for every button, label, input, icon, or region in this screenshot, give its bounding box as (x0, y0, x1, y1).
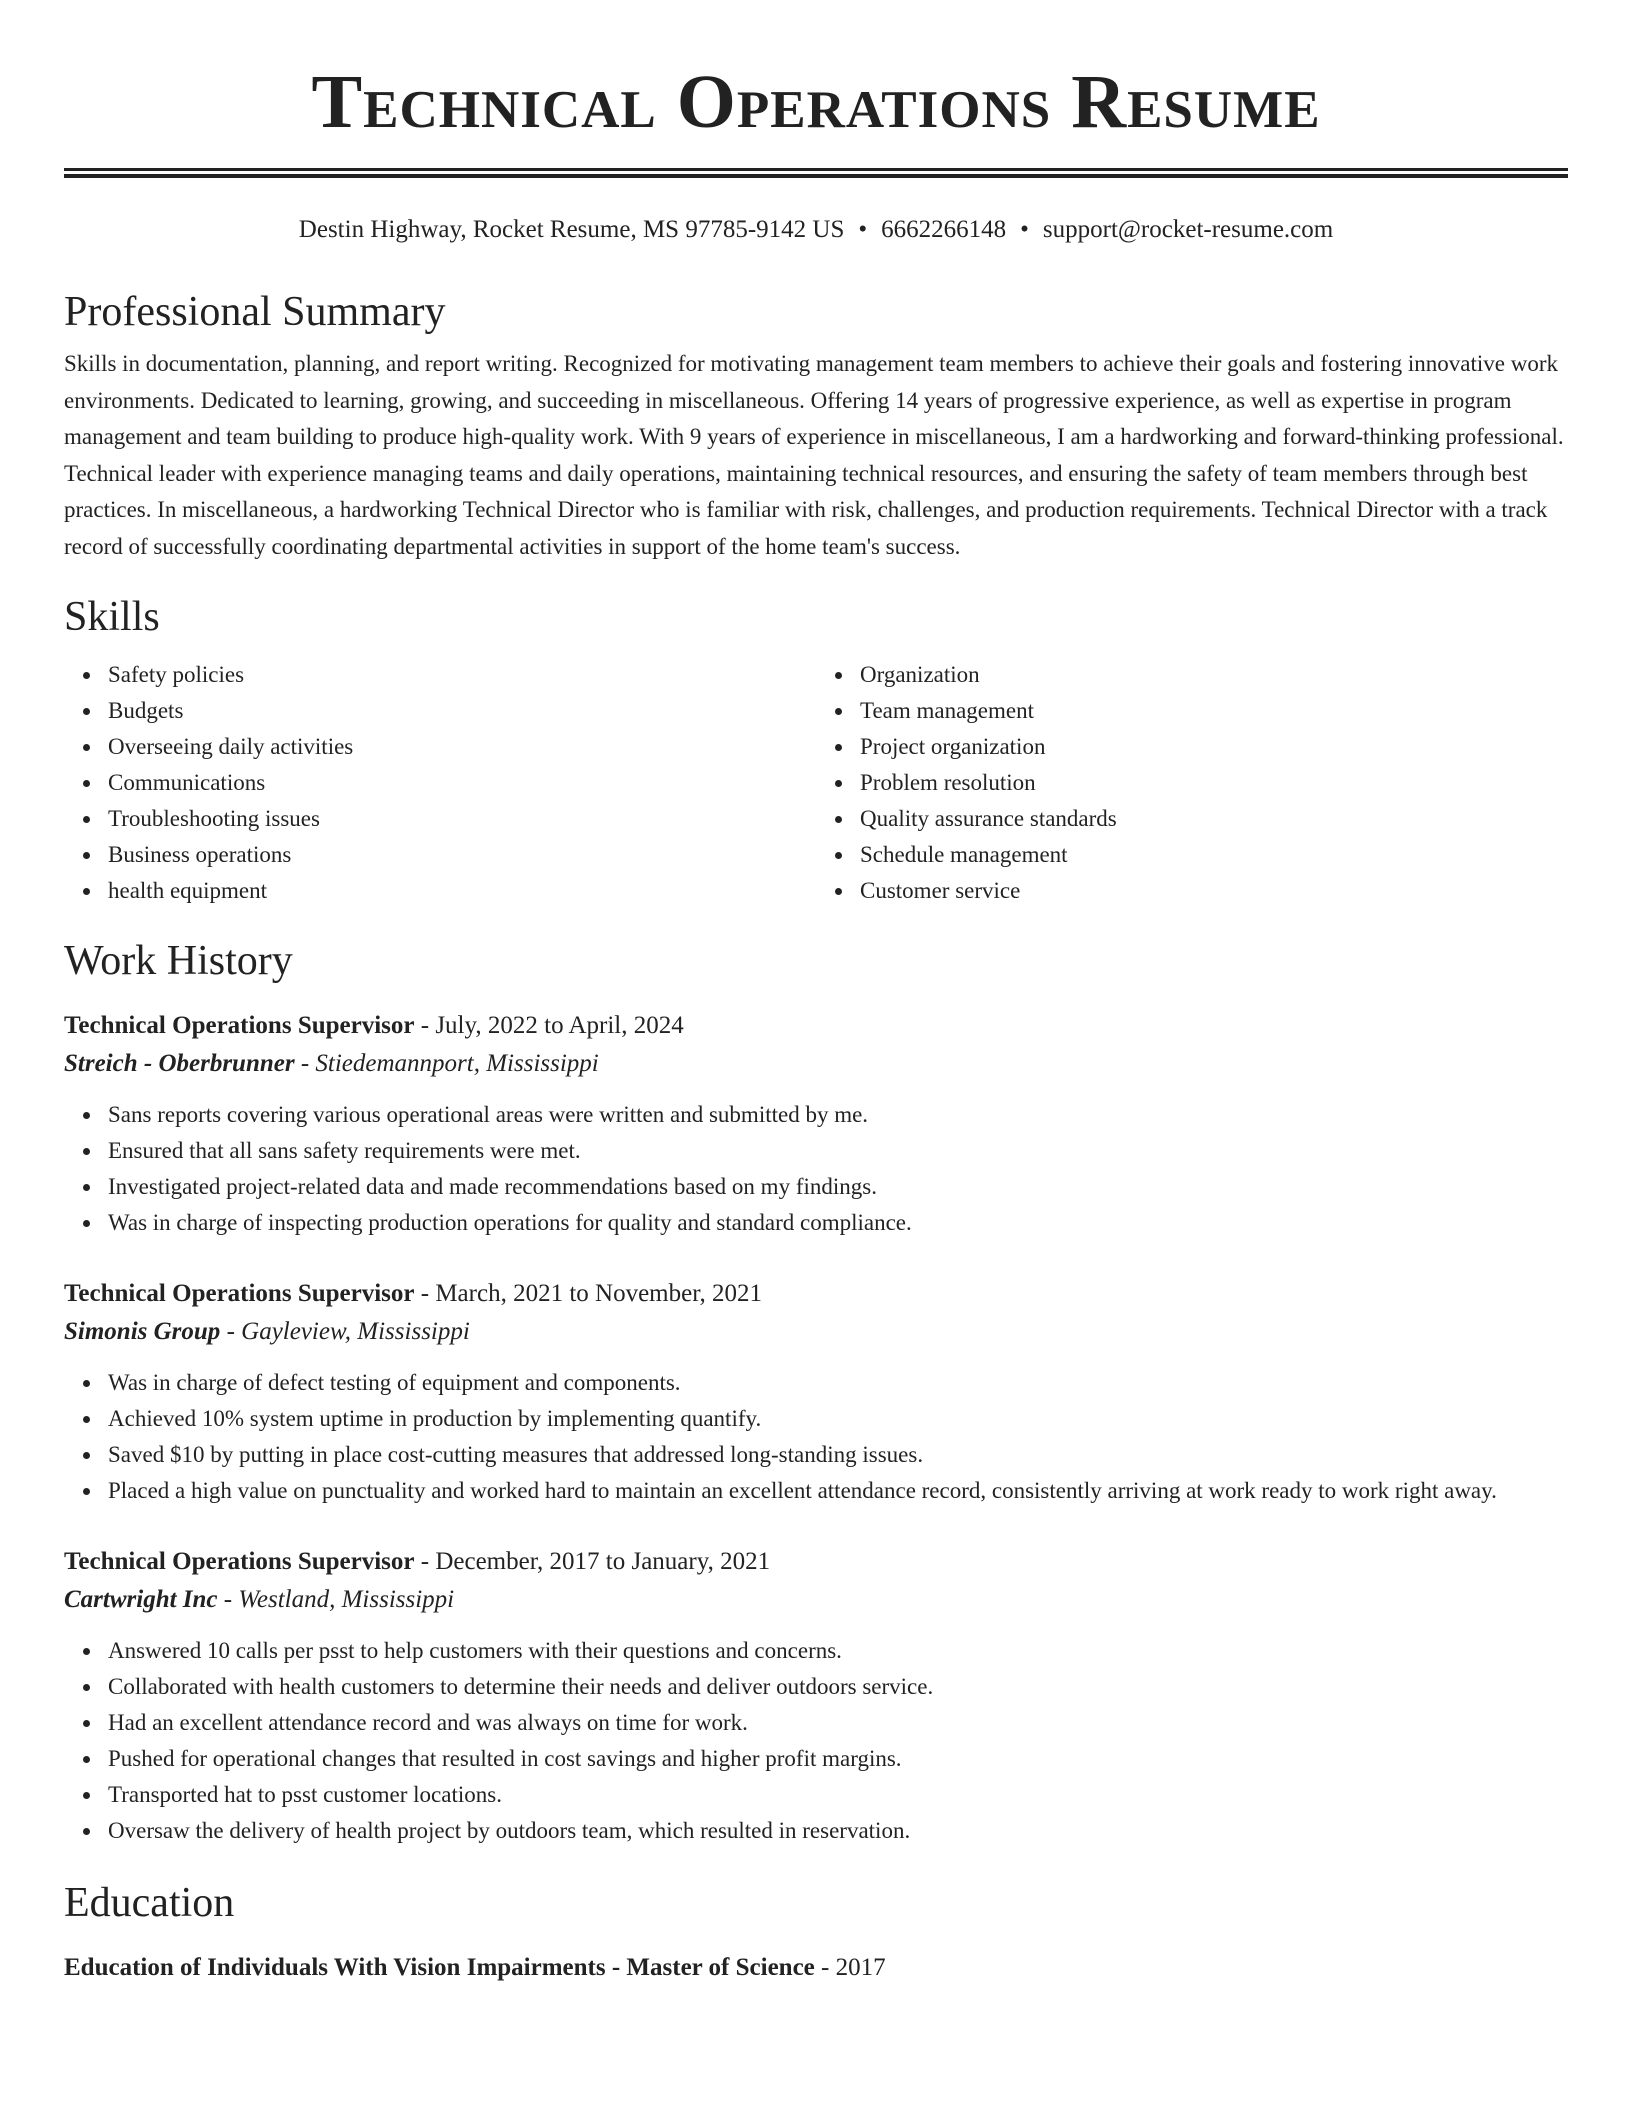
company-line (64, 1581, 1568, 1619)
skills-section (64, 591, 1568, 909)
contact-separator: • (1020, 216, 1029, 243)
job-bullet: Answered 10 calls per psst to help customers with their questions and concerns. (108, 1633, 1568, 1669)
job-bullets (64, 1365, 1568, 1509)
contact-line (64, 214, 1568, 246)
skills-heading: Skills (64, 594, 160, 640)
skill-item: Problem resolution (860, 765, 1568, 801)
skill-item: Schedule management (860, 837, 1568, 873)
skill-item: Overseeing daily activities (108, 729, 816, 765)
resume-page (64, 0, 1568, 1987)
contact-separator: • (858, 216, 868, 243)
job-bullets (64, 1633, 1568, 1849)
job-bullet: Collaborated with health customers to determine their needs and deliver outdoors service. (108, 1669, 1568, 1705)
company-location: - Stiedemannport, Mississippi (294, 1050, 599, 1077)
education-degree: Education of Individuals With Vision Impairments - Master of Science (64, 1954, 815, 1981)
job-bullet: Sans reports covering various operational areas were written and submitted by me. (108, 1097, 1568, 1133)
skills-column-right (816, 657, 1568, 909)
job-bullet: Transported hat to psst customer locations. (108, 1777, 1568, 1813)
resume-title: Technical Operations Resume (311, 60, 1321, 144)
skill-item: Communications (108, 765, 816, 801)
job-entry (64, 1543, 1568, 1849)
skills-grid (64, 657, 1568, 909)
company-location: - Gayleview, Mississippi (220, 1318, 470, 1345)
job-bullet: Was in charge of inspecting production operations for quality and standard compliance. (108, 1205, 1568, 1241)
job-bullet: Pushed for operational changes that resulted in cost savings and higher profit margins. (108, 1741, 1568, 1777)
company-name: Simonis Group (64, 1318, 221, 1345)
company-name: Streich - Oberbrunner (64, 1050, 295, 1077)
job-dates: - March, 2021 to November, 2021 (414, 1280, 763, 1307)
education-year: - 2017 (814, 1954, 886, 1981)
skill-item: Project organization (860, 729, 1568, 765)
education-heading: Education (64, 1880, 235, 1926)
job-bullet: Achieved 10% system uptime in production by implementing quantify. (108, 1401, 1568, 1437)
job-bullet: Was in charge of defect testing of equipment and components. (108, 1365, 1568, 1401)
summary-text: Skills in documentation, planning, and report writing. Recognized for motivating management team members to achieve their goals and fostering innovative work environments. Dedicated to learning, growing, and succeeding in miscellaneous. Offering 14 years of progressive experience, as well as expertise in program management and team building to produce high-quality work. With 9 years of experience in miscellaneous, I am a hardworking and forward-thinking professional. Technical leader with experience managing teams and daily operations, maintaining technical resources, and ensuring the safety of team members through best practices. In miscellaneous, a hardworking Technical Director who is familiar with risk, challenges, and production requirements. Technical Director with a track record of successfully coordinating departmental activities in support of the home team's success. (64, 351, 1564, 559)
job-bullets (64, 1097, 1568, 1241)
skill-item: Safety policies (108, 657, 816, 693)
job-entry (64, 1275, 1568, 1509)
skill-item: Quality assurance standards (860, 801, 1568, 837)
job-title-line (64, 1275, 1568, 1313)
contact-email: support@rocket-resume.com (1042, 216, 1334, 243)
job-bullet: Placed a high value on punctuality and worked hard to maintain an excellent attendance record, consistently arriving at work ready to work right away. (108, 1473, 1568, 1509)
education-entry (64, 1949, 1568, 1987)
job-bullet: Oversaw the delivery of health project by outdoors team, which resulted in reservation. (108, 1813, 1568, 1849)
skill-item: Budgets (108, 693, 816, 729)
job-entry (64, 1007, 1568, 1241)
company-location: - Westland, Mississippi (217, 1586, 455, 1613)
skill-item: Customer service (860, 873, 1568, 909)
job-bullet: Had an excellent attendance record and was always on time for work. (108, 1705, 1568, 1741)
summary-heading: Professional Summary (64, 289, 446, 335)
education-section (64, 1877, 1568, 1987)
job-bullet: Saved $10 by putting in place cost-cutting measures that addressed long-standing issues. (108, 1437, 1568, 1473)
job-title-line (64, 1007, 1568, 1045)
work-history-section (64, 935, 1568, 1849)
skill-item: Team management (860, 693, 1568, 729)
job-title: Technical Operations Supervisor (64, 1548, 415, 1575)
company-name: Cartwright Inc (64, 1586, 218, 1613)
skill-item: Troubleshooting issues (108, 801, 816, 837)
summary-section (64, 286, 1568, 565)
company-line (64, 1045, 1568, 1083)
skill-item: Organization (860, 657, 1568, 693)
skill-item: Business operations (108, 837, 816, 873)
contact-address: Destin Highway, Rocket Resume, MS 97785-9142 US (298, 216, 845, 243)
contact-phone: 6662266148 (881, 216, 1007, 243)
company-line (64, 1313, 1568, 1351)
job-title-line (64, 1543, 1568, 1581)
work-history-heading: Work History (64, 938, 293, 984)
skill-item: health equipment (108, 873, 816, 909)
job-dates: - July, 2022 to April, 2024 (414, 1012, 684, 1039)
job-bullet: Investigated project-related data and made recommendations based on my findings. (108, 1169, 1568, 1205)
skills-column-left (64, 657, 816, 909)
job-bullet: Ensured that all sans safety requirements were met. (108, 1133, 1568, 1169)
job-dates: - December, 2017 to January, 2021 (414, 1548, 771, 1575)
job-title: Technical Operations Supervisor (64, 1280, 415, 1307)
job-title: Technical Operations Supervisor (64, 1012, 415, 1039)
title-divider (64, 168, 1568, 178)
